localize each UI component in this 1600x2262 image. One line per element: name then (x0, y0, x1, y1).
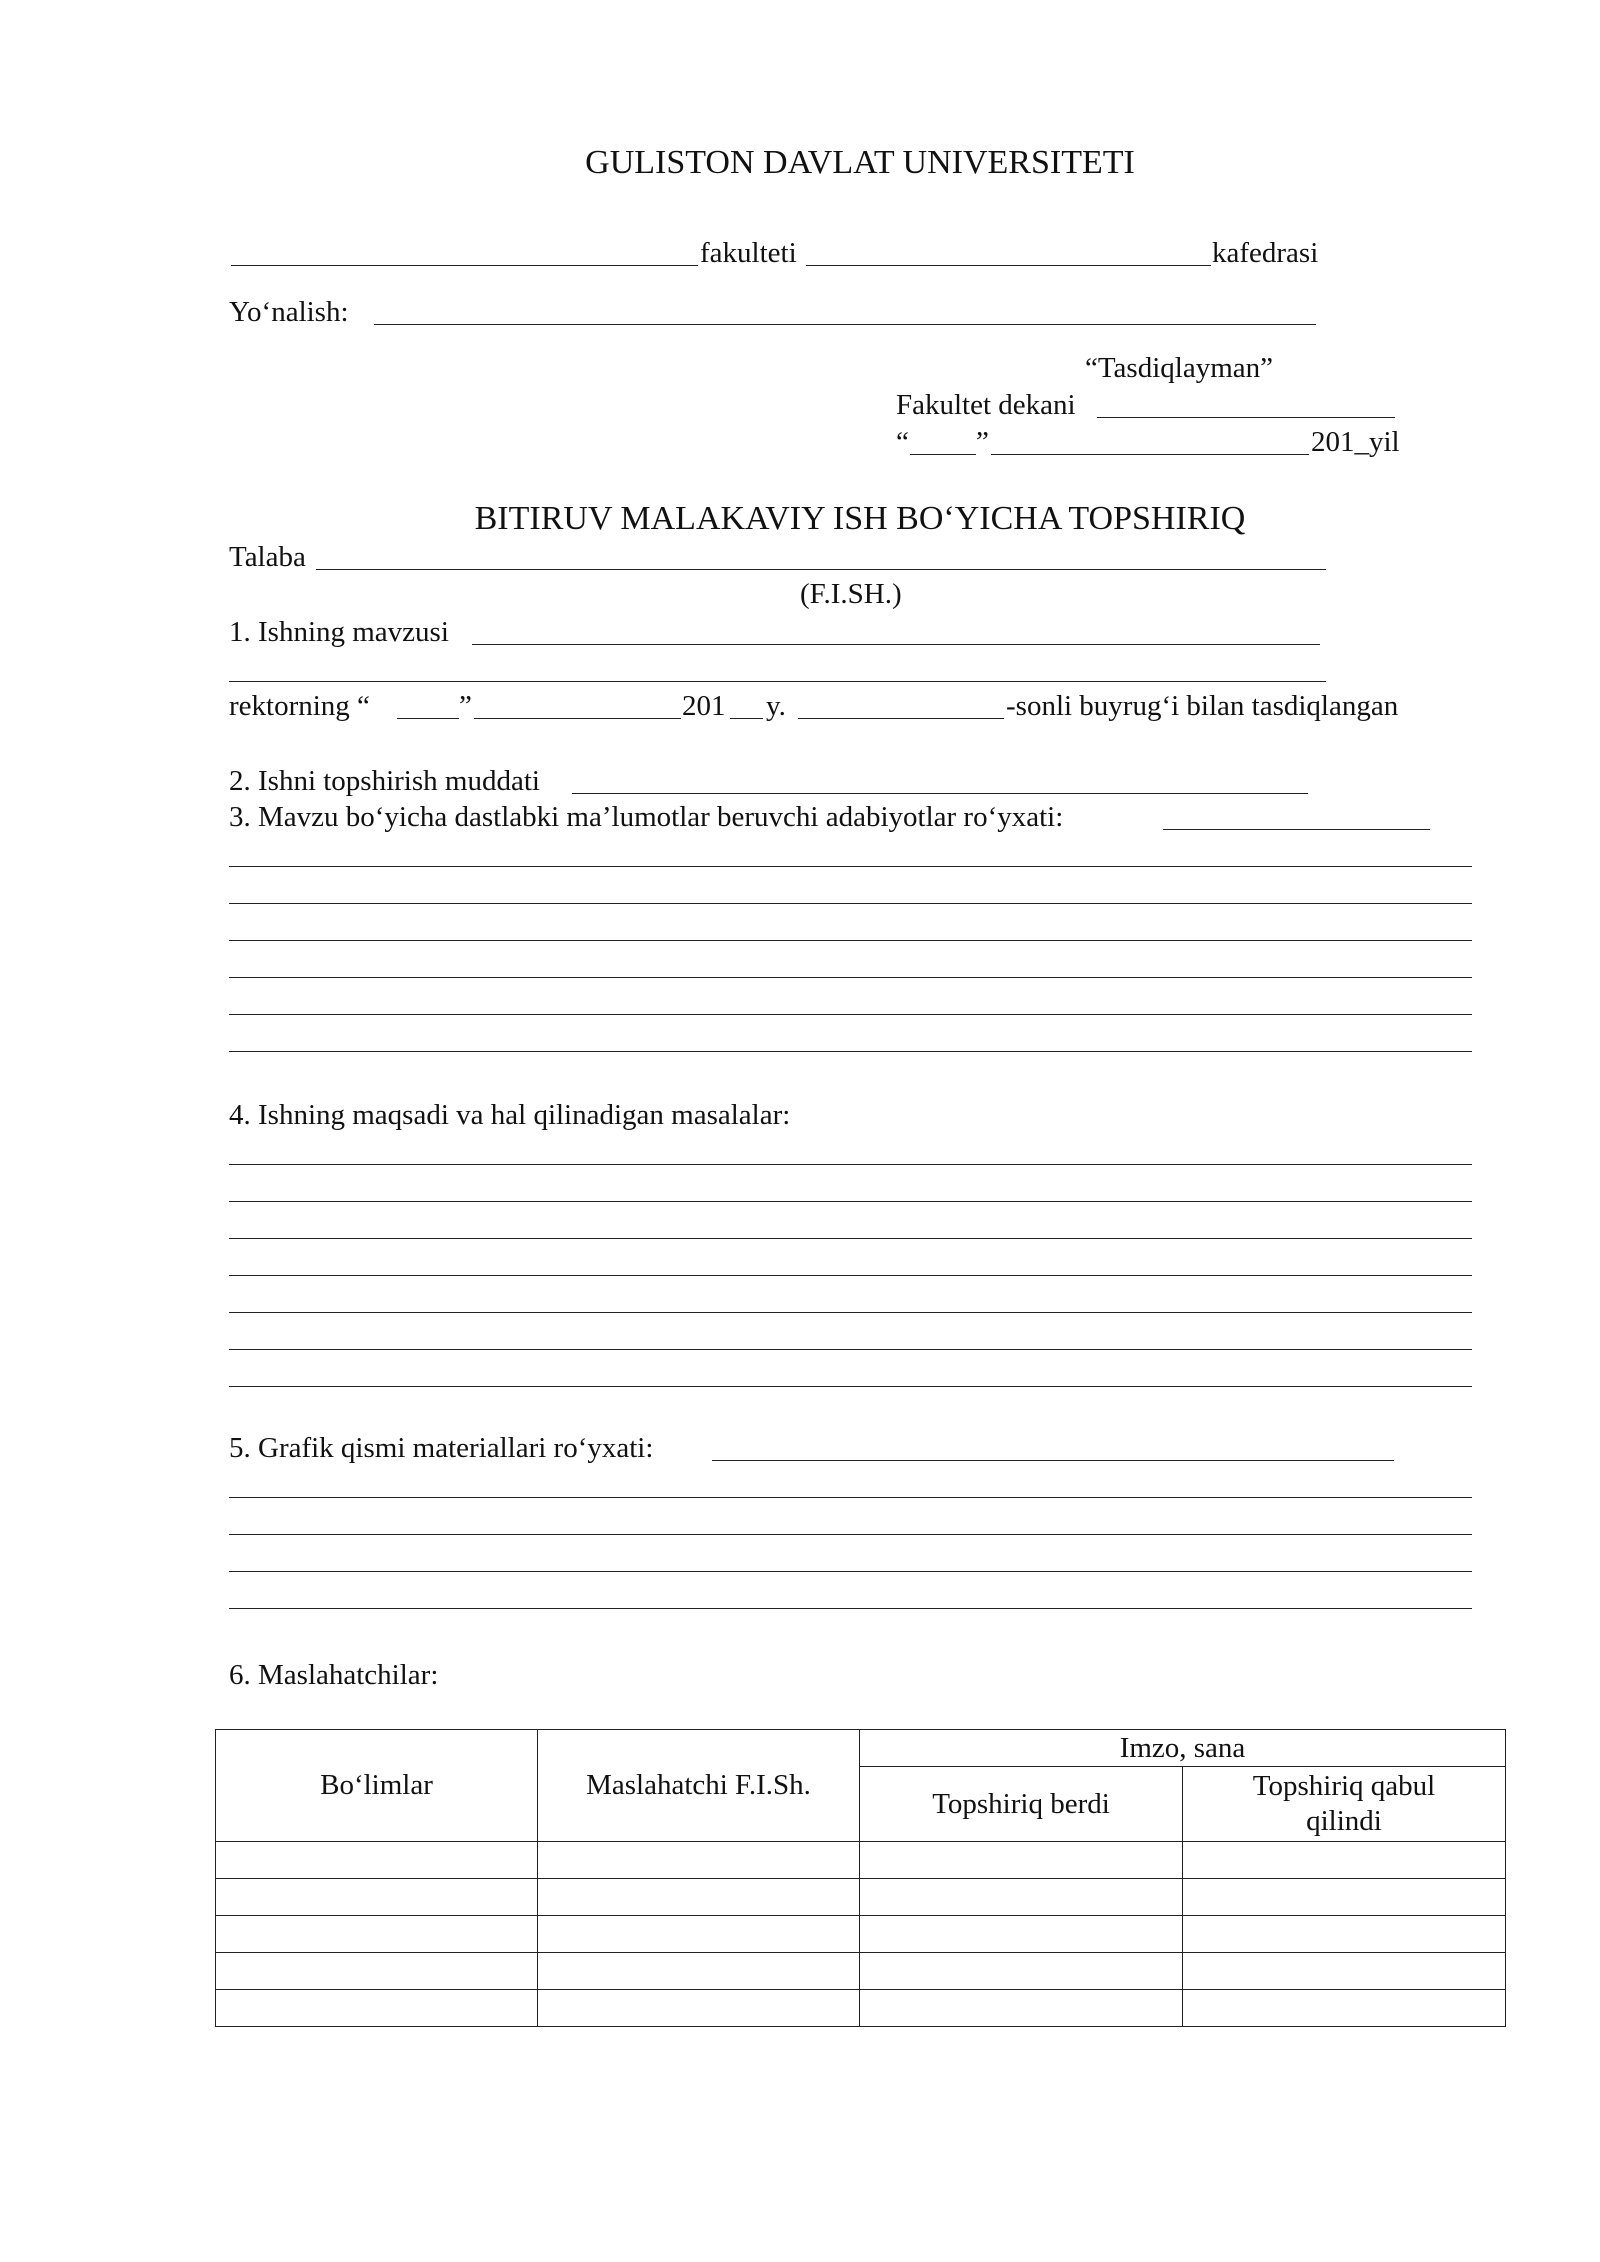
rector-day-blank[interactable] (397, 718, 459, 719)
graphics-label: 5. Grafik qismi materiallari ro‘yxati: (229, 1432, 654, 1464)
rector-y: y. (766, 690, 786, 722)
table-cell[interactable] (1183, 1990, 1506, 2027)
goals-line[interactable] (229, 1386, 1472, 1387)
deadline-label: 2. Ishni topshirish muddati (229, 765, 540, 797)
rector-year-blank[interactable] (730, 718, 763, 719)
table-cell[interactable] (1183, 1916, 1506, 1953)
table-cell[interactable] (1183, 1879, 1506, 1916)
approval-day-blank[interactable] (910, 454, 976, 455)
table-cell[interactable] (216, 1879, 538, 1916)
goals-label: 4. Ishning maqsadi va hal qilinadigan masalalar: (229, 1099, 791, 1131)
literature-line[interactable] (229, 1014, 1472, 1015)
column-header-signature-date: Imzo, sana (860, 1730, 1506, 1767)
literature-line[interactable] (229, 940, 1472, 941)
department-label: kafedrasi (1212, 237, 1319, 269)
graphics-blank[interactable] (712, 1460, 1394, 1461)
rector-quote-close: ” (459, 690, 472, 722)
student-name-blank[interactable] (316, 569, 1326, 570)
table-cell[interactable] (538, 1879, 860, 1916)
approval-year: 201_yil (1311, 426, 1400, 458)
table-row (216, 1990, 1506, 2027)
column-header-sections: Bo‘limlar (216, 1730, 538, 1842)
table-cell[interactable] (860, 1879, 1183, 1916)
document-title: BITIRUV MALAKAVIY ISH BO‘YICHA TOPSHIRIQ (474, 500, 1246, 537)
order-number-blank[interactable] (798, 718, 1004, 719)
rector-suffix: -sonli buyrug‘i bilan tasdiqlangan (1006, 690, 1399, 722)
literature-line[interactable] (229, 1051, 1472, 1052)
table-cell[interactable] (860, 1990, 1183, 2027)
goals-line[interactable] (229, 1275, 1472, 1276)
table-cell[interactable] (538, 1953, 860, 1990)
department-blank[interactable] (806, 265, 1211, 266)
approval-date-close-quote: ” (976, 426, 989, 458)
graphics-line[interactable] (229, 1497, 1472, 1498)
faculty-label: fakulteti (700, 237, 797, 269)
topic-label: 1. Ishning mavzusi (229, 616, 449, 648)
direction-blank[interactable] (374, 324, 1316, 325)
goals-line[interactable] (229, 1238, 1472, 1239)
literature-line[interactable] (229, 866, 1472, 867)
column-header-consultant: Maslahatchi F.I.Sh. (538, 1730, 860, 1842)
dean-signature-blank[interactable] (1097, 417, 1395, 418)
table-cell[interactable] (860, 1953, 1183, 1990)
faculty-blank[interactable] (231, 265, 698, 266)
goals-line[interactable] (229, 1312, 1472, 1313)
rector-prefix: rektorning “ (229, 690, 370, 722)
literature-blank[interactable] (1163, 829, 1430, 830)
consultants-label: 6. Maslahatchilar: (229, 1659, 439, 1691)
table-cell[interactable] (538, 1990, 860, 2027)
table-row (216, 1953, 1506, 1990)
dean-label: Fakultet dekani (896, 389, 1076, 421)
goals-line[interactable] (229, 1201, 1472, 1202)
graphics-line[interactable] (229, 1571, 1472, 1572)
topic-blank[interactable] (472, 644, 1320, 645)
topic-blank-2[interactable] (229, 681, 1326, 682)
approval-heading: “Tasdiqlayman” (1085, 352, 1274, 384)
table-cell[interactable] (1183, 1842, 1506, 1879)
rector-month-blank[interactable] (474, 718, 681, 719)
table-cell[interactable] (860, 1916, 1183, 1953)
approval-month-blank[interactable] (991, 454, 1309, 455)
consultants-table (215, 1729, 1506, 2027)
table-cell[interactable] (216, 1990, 538, 2027)
table-row (216, 1842, 1506, 1879)
table-row (216, 1879, 1506, 1916)
table-cell[interactable] (216, 1842, 538, 1879)
approval-date-open-quote: “ (896, 426, 909, 458)
literature-line[interactable] (229, 903, 1472, 904)
table-cell[interactable] (538, 1842, 860, 1879)
goals-line[interactable] (229, 1349, 1472, 1350)
direction-label: Yo‘nalish: (229, 296, 349, 328)
rector-year: 201 (682, 690, 726, 722)
table-row (216, 1916, 1506, 1953)
student-label: Talaba (229, 541, 306, 573)
literature-label: 3. Mavzu bo‘yicha dastlabki ma’lumotlar beruvchi adabiyotlar ro‘yxati: (229, 801, 1064, 833)
table-cell[interactable] (538, 1916, 860, 1953)
table-cell[interactable] (1183, 1953, 1506, 1990)
literature-line[interactable] (229, 977, 1472, 978)
table-cell[interactable] (860, 1842, 1183, 1879)
column-header-task-accepted: Topshiriq qabul qilindi (1183, 1767, 1506, 1842)
table-cell[interactable] (216, 1953, 538, 1990)
column-header-task-given: Topshiriq berdi (860, 1767, 1183, 1842)
graphics-line[interactable] (229, 1608, 1472, 1609)
university-title: GULISTON DAVLAT UNIVERSITETI (585, 144, 1135, 181)
deadline-blank[interactable] (572, 793, 1308, 794)
fish-caption: (F.I.SH.) (800, 578, 902, 610)
graphics-line[interactable] (229, 1534, 1472, 1535)
table-cell[interactable] (216, 1916, 538, 1953)
goals-line[interactable] (229, 1164, 1472, 1165)
